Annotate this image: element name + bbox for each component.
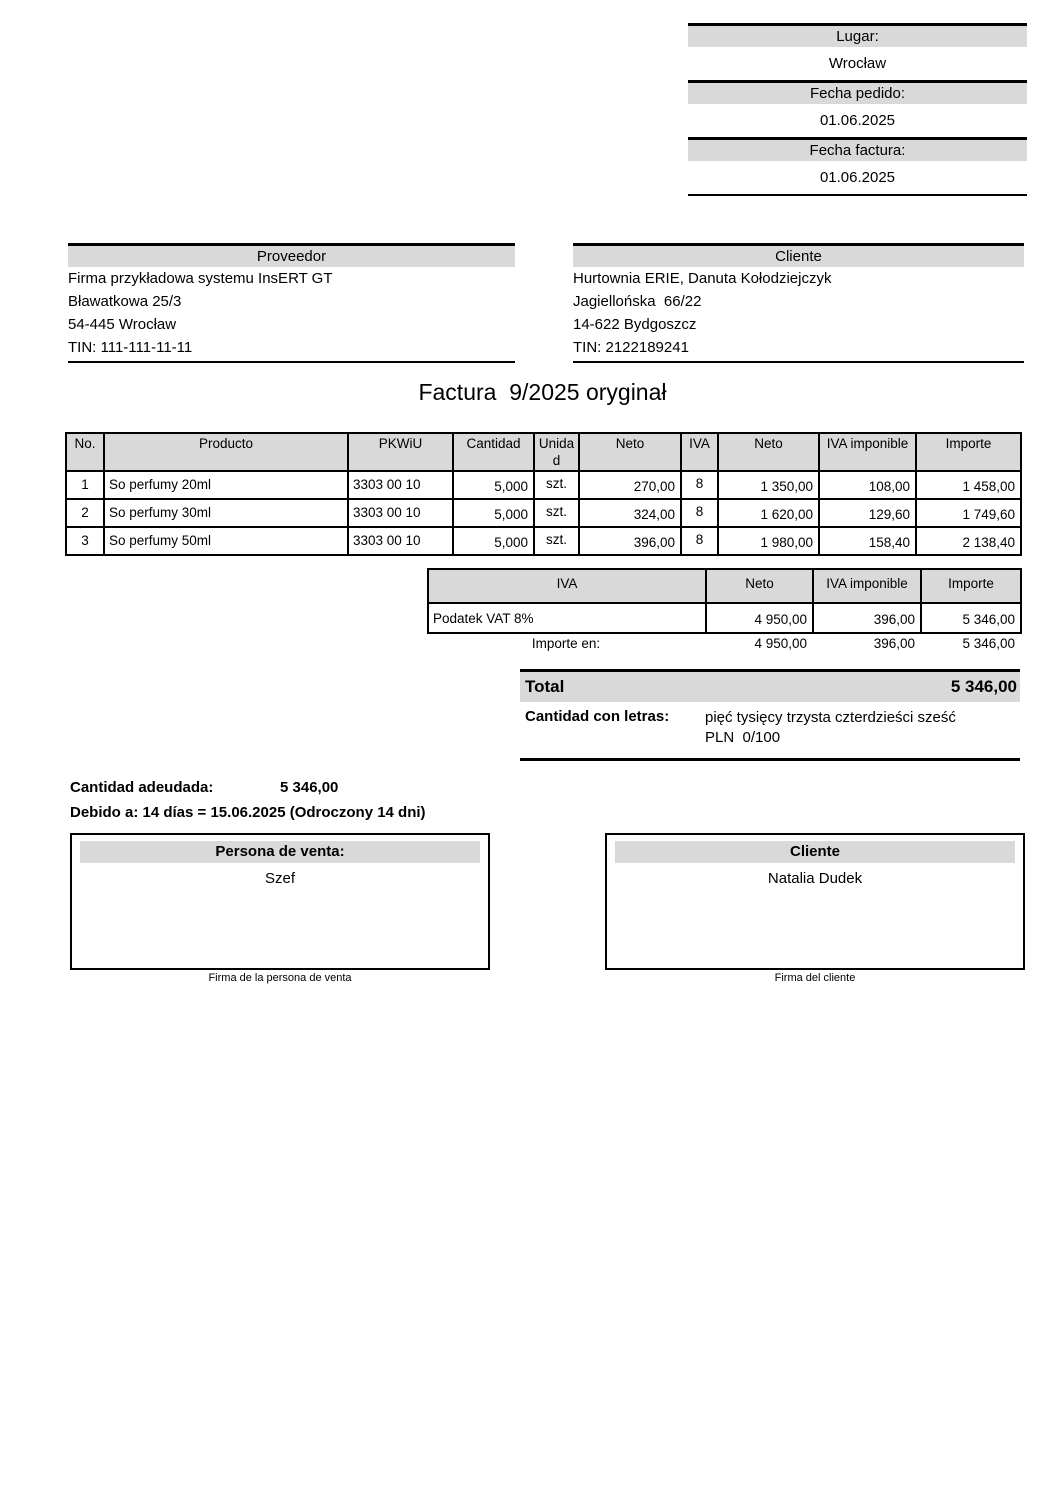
item-pkwiu: 3303 00 10 xyxy=(348,499,453,527)
item-net-price: 270,00 xyxy=(579,471,681,499)
seller-block xyxy=(68,243,515,363)
amount-in-words-value xyxy=(705,708,956,748)
item-net-price: 324,00 xyxy=(579,499,681,527)
item-product: So perfumy 20ml xyxy=(104,471,348,499)
vat-totals-row xyxy=(427,636,1020,651)
seller-header: Proveedor xyxy=(68,246,515,267)
total-block xyxy=(520,669,1020,761)
vat-gross: 5 346,00 xyxy=(921,603,1021,633)
total-label: Total xyxy=(525,677,565,696)
item-no: 3 xyxy=(66,527,104,555)
col-pkwiu: PKWiU xyxy=(348,433,453,471)
vat-totals-gross: 5 346,00 xyxy=(962,636,1015,651)
items-header-row xyxy=(66,433,1021,471)
buyer-signature-caption: Firma del cliente xyxy=(774,972,856,984)
amount-due-value: 5 346,00 xyxy=(280,779,339,796)
item-pkwiu: 3303 00 10 xyxy=(348,527,453,555)
item-net-value: 1 620,00 xyxy=(718,499,819,527)
vat-col-tax: IVA imponible xyxy=(813,569,921,603)
item-no: 1 xyxy=(66,471,104,499)
seller-signature-header: Persona de venta: xyxy=(80,841,480,863)
buyer-address-city: 14-622 Bydgoszcz xyxy=(573,316,697,333)
vat-rate-name: Podatek VAT 8% xyxy=(428,603,706,633)
seller-name: Firma przykładowa systemu InsERT GT xyxy=(68,270,333,287)
item-product: So perfumy 30ml xyxy=(104,499,348,527)
item-row xyxy=(66,471,1021,499)
payment-terms: Debido a: 14 días = 15.06.2025 (Odroczony 14 dni) xyxy=(70,804,426,821)
place-label: Lugar: xyxy=(688,26,1027,47)
vat-row xyxy=(428,603,1021,633)
place-section xyxy=(688,23,1027,80)
invoice-date-value: 01.06.2025 xyxy=(819,169,896,186)
item-gross: 1 749,60 xyxy=(916,499,1021,527)
item-row xyxy=(66,527,1021,555)
col-net-price: Neto xyxy=(579,433,681,471)
col-unit: Unidad xyxy=(534,433,579,471)
col-no: No. xyxy=(66,433,104,471)
total-value: 5 346,00 xyxy=(950,677,1017,696)
amount-due-row xyxy=(70,779,670,796)
place-value: Wrocław xyxy=(828,55,887,72)
invoice-date-label: Fecha factura: xyxy=(688,140,1027,161)
seller-address-city: 54-445 Wrocław xyxy=(68,316,177,333)
amount-in-words-line2: PLN 0/100 xyxy=(705,729,781,746)
vat-net: 4 950,00 xyxy=(706,603,813,633)
item-unit: szt. xyxy=(534,471,579,499)
col-vat-rate: IVA xyxy=(681,433,718,471)
amount-due-label: Cantidad adeudada: xyxy=(70,779,214,796)
buyer-signature-name: Natalia Dudek xyxy=(767,870,863,887)
seller-signature-box xyxy=(70,833,490,970)
invoice-date-section xyxy=(688,137,1027,194)
item-no: 2 xyxy=(66,499,104,527)
item-pkwiu: 3303 00 10 xyxy=(348,471,453,499)
item-net-value: 1 350,00 xyxy=(718,471,819,499)
vat-col-gross: Importe xyxy=(921,569,1021,603)
amount-in-words xyxy=(520,702,1020,758)
buyer-block xyxy=(573,243,1024,363)
order-date-value: 01.06.2025 xyxy=(819,112,896,129)
seller-address-street: Bławatkowa 25/3 xyxy=(68,293,182,310)
vat-summary-table xyxy=(427,568,1022,634)
item-vat-amount: 108,00 xyxy=(819,471,916,499)
vat-totals-net: 4 950,00 xyxy=(754,636,807,651)
seller-tin: TIN: 111-111-11-11 xyxy=(68,339,193,356)
item-unit: szt. xyxy=(534,499,579,527)
item-vat-rate: 8 xyxy=(681,471,718,499)
col-gross: Importe xyxy=(916,433,1021,471)
vat-header-row xyxy=(428,569,1021,603)
item-net-price: 396,00 xyxy=(579,527,681,555)
buyer-address-street: Jagiellońska 66/22 xyxy=(573,293,702,310)
item-product: So perfumy 50ml xyxy=(104,527,348,555)
col-product: Producto xyxy=(104,433,348,471)
col-quantity: Cantidad xyxy=(453,433,534,471)
buyer-signature-box xyxy=(605,833,1025,970)
item-vat-amount: 129,60 xyxy=(819,499,916,527)
seller-signature-name: Szef xyxy=(264,870,295,887)
seller-signature-caption: Firma de la persona de venta xyxy=(208,972,352,984)
buyer-header: Cliente xyxy=(573,246,1024,267)
item-unit: szt. xyxy=(534,527,579,555)
amount-in-words-label: Cantidad con letras: xyxy=(525,708,670,725)
item-quantity: 5,000 xyxy=(453,527,534,555)
item-gross: 1 458,00 xyxy=(916,471,1021,499)
amount-in-words-line1: pięć tysięcy trzysta czterdzieści sześć xyxy=(705,709,956,726)
vat-totals-label: Importe en: xyxy=(531,636,601,651)
vat-col-rate: IVA xyxy=(428,569,706,603)
item-quantity: 5,000 xyxy=(453,471,534,499)
invoice-meta-block xyxy=(688,23,1027,196)
item-gross: 2 138,40 xyxy=(916,527,1021,555)
item-row xyxy=(66,499,1021,527)
order-date-section xyxy=(688,80,1027,137)
total-bar xyxy=(520,672,1020,702)
items-table xyxy=(65,432,1022,556)
item-vat-rate: 8 xyxy=(681,499,718,527)
vat-col-net: Neto xyxy=(706,569,813,603)
item-vat-amount: 158,40 xyxy=(819,527,916,555)
vat-totals-tax: 396,00 xyxy=(873,636,915,651)
vat-tax: 396,00 xyxy=(813,603,921,633)
page-title: Factura 9/2025 oryginał xyxy=(418,379,667,405)
buyer-signature-header: Cliente xyxy=(615,841,1015,863)
buyer-name: Hurtownia ERIE, Danuta Kołodziejczyk xyxy=(573,270,832,287)
item-net-value: 1 980,00 xyxy=(718,527,819,555)
order-date-label: Fecha pedido: xyxy=(688,83,1027,104)
col-vat-amount: IVA imponible xyxy=(819,433,916,471)
item-quantity: 5,000 xyxy=(453,499,534,527)
col-net-value: Neto xyxy=(718,433,819,471)
item-vat-rate: 8 xyxy=(681,527,718,555)
buyer-tin: TIN: 2122189241 xyxy=(573,339,689,356)
